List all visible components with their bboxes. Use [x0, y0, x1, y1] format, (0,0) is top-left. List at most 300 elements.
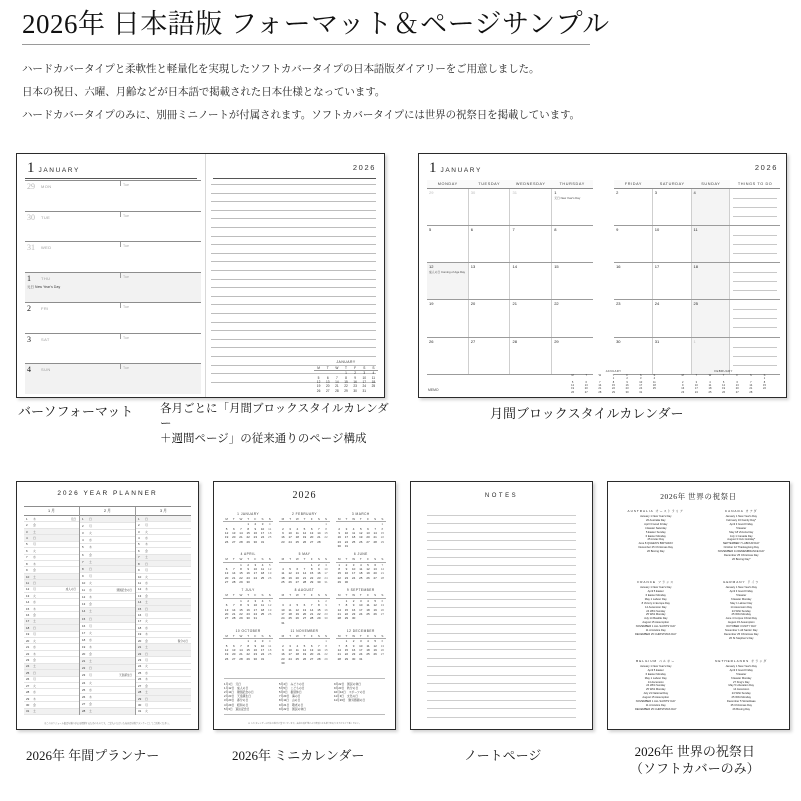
planner-day-row[interactable] — [80, 523, 135, 530]
monthly-day-number: 22 — [554, 301, 559, 307]
planner-day-number: 27 — [138, 683, 142, 688]
monthly-todo-cell[interactable] — [730, 189, 780, 225]
mini-calendar-month — [223, 629, 273, 665]
mini-calendar-day-cell: 22 — [344, 611, 349, 616]
mini-calendar-day-cell: 17 — [324, 571, 328, 576]
planner-day-number: 24 — [82, 680, 86, 685]
world-holiday-line: 5 Easter — [736, 672, 747, 676]
planner-day-row[interactable] — [80, 587, 135, 594]
world-holiday-line: July 1 Canada Day — [729, 534, 753, 538]
mini-calendar-weekday-cell: M — [336, 593, 343, 598]
planner-day-weekday: 日 — [145, 606, 148, 611]
monthly-memo-label: MEMO — [428, 387, 439, 392]
mini-calendar-day-cell: 11 — [268, 526, 272, 531]
mini-calendar-weekday-cell: W — [237, 593, 244, 598]
monthly-mini-next-header-cell: M — [681, 373, 684, 377]
mini-calendar-day-cell: 8 — [310, 567, 313, 572]
mini-calendar-day-cell: 9 — [352, 603, 355, 608]
planner-day-weekday: 水 — [145, 535, 148, 540]
planner-day-weekday: 火 — [33, 638, 36, 643]
monthly-day-cell[interactable] — [692, 189, 731, 225]
mini-calendar-day-cell: 2 — [338, 526, 341, 531]
verso-note-line — [211, 218, 376, 219]
mini-calendar-day-cell: 26 — [373, 611, 377, 616]
mini-calendar-preview[interactable] — [213, 481, 396, 730]
planner-day-row[interactable] — [80, 537, 135, 544]
monthly-day-cell[interactable] — [469, 300, 511, 336]
mini-calendar-day-cell: 23 — [344, 575, 349, 580]
mini-calendar-day-cell: 22 — [324, 652, 328, 657]
monthly-day-cell[interactable] — [427, 300, 469, 336]
mini-calendar-day-cell — [308, 661, 315, 665]
world-holiday-line: 6 Easter Monday — [645, 672, 666, 676]
monthly-todo-line — [733, 327, 777, 328]
planner-day-row[interactable] — [80, 616, 135, 623]
planner-day-row[interactable] — [80, 644, 135, 651]
mini-calendar-weekday-cell: T — [287, 557, 294, 562]
mini-calendar-day-cell: 8 — [381, 526, 384, 531]
mini-calendar-day-cell: 31 — [281, 620, 285, 625]
verso-left-page — [17, 154, 206, 397]
planner-day-event: 建国記念の日 — [116, 589, 132, 593]
monthly-mini-next-header-cell: W — [708, 373, 712, 377]
mini-calendar-day-cell: 12 — [366, 567, 370, 572]
mini-calendar-day-cell: 27 — [380, 652, 385, 657]
planner-day-row[interactable] — [80, 580, 135, 587]
monthly-day-cell[interactable] — [469, 189, 511, 225]
planner-day-weekday: 水 — [33, 555, 36, 560]
planner-day-row[interactable] — [80, 701, 135, 708]
planner-day-weekday: 日 — [33, 535, 36, 540]
mini-calendar-day-cell: 27 — [373, 575, 377, 580]
mini-calendar-day-cell: 27 — [295, 580, 299, 585]
planner-day-number: 11 — [82, 588, 86, 593]
mini-calendar-day-cell: 10 — [260, 526, 265, 531]
planner-day-weekday: 水 — [145, 670, 148, 675]
planner-day-row[interactable] — [80, 573, 135, 580]
mini-calendar-month-name: 1 JANUARY — [237, 512, 260, 516]
mini-calendar-day-cell: 2 — [325, 598, 327, 603]
mini-calendar-day-cell: 20 — [232, 535, 236, 540]
notes-rule-line — [427, 624, 576, 625]
mini-calendar-day-cell: 15 — [324, 647, 328, 652]
planner-day-row[interactable] — [80, 637, 135, 644]
planner-day-weekday: 水 — [145, 580, 148, 585]
notes-rule-line — [427, 582, 576, 583]
mini-calendar-day-cell: 6 — [310, 526, 313, 531]
mini-calendar-day-cell: 2 — [352, 598, 355, 603]
monthly-day-cell[interactable] — [469, 226, 511, 262]
mini-calendar-weekday-cell: S — [315, 517, 322, 522]
mini-calendar-day-cell: 23 — [351, 611, 356, 616]
intro-line: 日本の祝日、六曜、月齢などが日本語で掲載された日本仕様となっています。 — [22, 86, 386, 99]
planner-day-weekday: 月 — [33, 587, 36, 592]
monthly-day-cell[interactable] — [692, 300, 731, 336]
verso-day-number: 1 — [27, 273, 31, 283]
monthly-right-half — [614, 180, 780, 375]
mini-calendar-day-cell — [379, 616, 386, 620]
mini-calendar-day-cell: 27 — [224, 616, 229, 621]
planner-day-weekday: 日 — [145, 651, 148, 656]
mini-calendar-month-name: 7 JULY — [241, 588, 255, 593]
monthly-day-number: 3 — [654, 189, 658, 195]
mini-calendar-month — [223, 552, 273, 584]
notes-rule-line — [427, 717, 576, 718]
mini-calendar-day-cell: 5 — [374, 598, 377, 603]
planner-day-row[interactable] — [80, 672, 135, 679]
monthly-todo-line — [733, 272, 777, 273]
planner-day-weekday: 木 — [33, 561, 36, 566]
mini-calendar-weekday-cell: T — [301, 557, 308, 562]
monthly-year: 2026 — [754, 163, 778, 172]
planner-day-row[interactable] — [80, 544, 135, 551]
mini-calendar-weekday-cell: F — [308, 593, 315, 598]
world-holidays-preview[interactable] — [607, 481, 790, 730]
monthly-block-calendar-preview[interactable] — [418, 153, 787, 398]
monthly-day-cell[interactable] — [653, 300, 692, 336]
planner-day-weekday: 木 — [33, 651, 36, 656]
mini-calendar-day-cell: 22 — [337, 575, 341, 580]
planner-day-rows — [24, 516, 79, 715]
verso-mini-day-cell: 27 — [325, 388, 330, 393]
mini-calendar-day-cell: 2 — [282, 643, 284, 648]
monthly-grid — [427, 180, 780, 375]
mini-calendar-day-cell: 5 — [303, 643, 306, 648]
mini-calendar-weekday-cell: S — [379, 593, 386, 598]
planner-day-weekday: 土 — [89, 659, 92, 664]
mini-calendar-day-cell: 9 — [352, 643, 355, 648]
monthly-todo-cell[interactable] — [730, 226, 780, 262]
monthly-day-cell[interactable] — [614, 226, 653, 262]
monthly-mini-prev-day-cell: 15 — [612, 383, 615, 387]
monthly-day-cell[interactable] — [614, 263, 653, 299]
mini-calendar-weekday-cell: W — [350, 557, 357, 562]
mini-calendar-weekday-cell: M — [279, 517, 286, 522]
mini-calendar-day-cell: 7 — [318, 643, 320, 648]
verso-row-midlabel: Tue — [123, 274, 130, 279]
monthly-mini-prev-day-cell: 31 — [639, 390, 643, 394]
notes-rule-line — [427, 549, 576, 550]
monthly-todo-cell[interactable] — [730, 300, 780, 336]
verso-mini-day-cell: 10 — [362, 375, 367, 380]
mini-calendar-day-cell: 26 — [288, 580, 292, 585]
planner-day-weekday: 土 — [145, 600, 148, 605]
planner-day-number: 23 — [82, 673, 86, 678]
monthly-todo-line — [733, 281, 777, 282]
mini-calendar-day-cell: 13 — [295, 571, 299, 576]
mini-calendar-day-cell: 12 — [288, 571, 292, 576]
monthly-day-cell[interactable] — [653, 263, 692, 299]
mini-calendar-weekday-cell: F — [252, 517, 259, 522]
mini-calendar-day-cell: 19 — [373, 607, 377, 612]
mini-calendar-holiday-item: 8月11日 山の日 — [279, 698, 301, 703]
mini-calendar-weekday-cell: S — [266, 557, 273, 562]
mini-calendar-day-cell: 26 — [295, 616, 299, 621]
planner-day-row[interactable] — [80, 608, 135, 615]
world-country-block — [616, 508, 696, 573]
monthly-week-row — [427, 226, 593, 263]
mini-calendar-day-cell: 15 — [337, 571, 341, 576]
notes-page-preview[interactable] — [410, 481, 593, 730]
mini-calendar-weekday-cell: S — [322, 517, 329, 522]
mini-calendar-day-cell: 17 — [281, 611, 285, 616]
mini-calendar-weekday-cell: S — [379, 517, 386, 522]
monthly-day-cell[interactable] — [469, 263, 511, 299]
planner-day-row[interactable] — [80, 516, 135, 523]
planner-day-row[interactable] — [80, 594, 135, 601]
mini-calendar-day-cell: 14 — [310, 607, 314, 612]
planner-day-row[interactable] — [80, 658, 135, 665]
monthly-day-cell[interactable] — [510, 263, 552, 299]
verso-mini-day-cell: 20 — [325, 384, 330, 389]
mini-calendar-weekday-cell: S — [259, 517, 266, 522]
monthly-mini-next-header-cell: T — [722, 373, 725, 377]
planner-day-number: 22 — [26, 651, 30, 656]
mini-calendar-day-cell: 24 — [253, 611, 258, 616]
planner-day-number: 10 — [138, 574, 142, 579]
verso-mini-day-cell — [369, 389, 378, 393]
mini-calendar-weekday-cell: M — [223, 634, 230, 639]
planner-day-weekday: 土 — [145, 645, 148, 650]
mini-calendar-day-cell: 21 — [232, 611, 236, 616]
caption-world-line1: 2026年 世界の祝祭日 — [634, 744, 755, 759]
mini-calendar-day-cell: 12 — [373, 643, 377, 648]
mini-calendar-week-row — [279, 540, 329, 544]
caption-verso-note-line2: ＋週間ページ」の従来通りのページ構成 — [160, 432, 367, 445]
monthly-day-cell[interactable] — [427, 263, 469, 299]
planner-day-row[interactable] — [80, 680, 135, 687]
monthly-todo-cell[interactable] — [730, 263, 780, 299]
mini-calendar-day-cell: 11 — [359, 567, 363, 572]
mini-calendar-day-cell: 26 — [268, 575, 272, 580]
verso-format-preview[interactable] — [16, 153, 385, 398]
planner-day-row[interactable] — [80, 665, 135, 672]
mini-calendar-day-cell: 11 — [260, 603, 265, 608]
mini-calendar-month-table — [223, 634, 273, 661]
monthly-todo-cell[interactable] — [730, 338, 780, 374]
planner-day-row[interactable] — [80, 630, 135, 637]
planner-day-weekday: 金 — [33, 657, 36, 662]
verso-mini-day-cell: 2 — [354, 371, 357, 376]
planner-day-row[interactable] — [80, 623, 135, 630]
monthly-day-cell[interactable] — [552, 300, 593, 336]
mini-calendar-month — [279, 629, 329, 665]
world-country-name: AUSTRALIA オーストラリア — [627, 509, 684, 513]
monthly-day-number: 31 — [654, 338, 660, 344]
planner-day-weekday: 水 — [33, 690, 36, 695]
mini-calendar-day-cell: 20 — [380, 607, 385, 612]
monthly-day-cell[interactable] — [552, 338, 593, 374]
mini-calendar-weekday-cell: S — [315, 634, 322, 639]
monthly-day-cell[interactable] — [510, 338, 552, 374]
planner-day-row[interactable] — [80, 552, 135, 559]
mini-calendar-day-cell: 6 — [381, 598, 384, 603]
planner-day-weekday: 火 — [89, 630, 92, 635]
mini-calendar-day-cell: 9 — [247, 567, 249, 572]
mini-calendar-day-cell: 28 — [337, 616, 341, 621]
planner-day-weekday: 金 — [33, 613, 36, 618]
monthly-day-number: 5 — [429, 226, 432, 232]
planner-day-weekday: 火 — [33, 683, 36, 688]
mini-calendar-day-cell: 23 — [281, 539, 285, 544]
planner-day-weekday: 木 — [145, 632, 148, 637]
monthly-day-cell[interactable] — [510, 300, 552, 336]
planner-day-row[interactable] — [24, 709, 79, 715]
monthly-day-number: 12 — [429, 264, 434, 270]
monthly-day-cell[interactable] — [614, 300, 653, 336]
monthly-mini-prev-day-cell: 10 — [639, 380, 643, 384]
monthly-mini-prev-day-cell: 6 — [585, 380, 587, 384]
mini-calendar-day-cell: 6 — [232, 643, 235, 648]
planner-day-row[interactable] — [80, 530, 135, 537]
mini-calendar-day-cell: 14 — [337, 647, 341, 652]
mini-calendar-weekday-cell: T — [301, 634, 308, 639]
mini-calendar-day-cell: 22 — [239, 611, 243, 616]
planner-day-row[interactable] — [80, 708, 135, 715]
verso-mini-month — [314, 360, 378, 393]
planner-day-weekday: 木 — [33, 696, 36, 701]
world-holiday-line: 6 Easter Monday — [645, 534, 666, 538]
planner-day-number: 5 — [138, 542, 140, 547]
mini-calendar-day-cell: 10 — [359, 643, 363, 648]
world-holiday-line: 25 Whit Monday — [731, 613, 751, 617]
mini-calendar-day-cell: 28 — [317, 539, 321, 544]
mini-calendar-week-row — [279, 580, 329, 584]
monthly-day-cell[interactable] — [653, 226, 692, 262]
planner-day-weekday: 土 — [33, 574, 36, 579]
world-holiday-line: NOVEMBER 1 ALL SAINTS' DAY — [635, 700, 676, 704]
mini-calendar-month-name: 5 MAY — [298, 552, 311, 557]
planner-day-row[interactable] — [80, 687, 135, 694]
mini-calendar-day-cell — [364, 580, 371, 584]
mini-calendar-day-cell: 17 — [253, 571, 258, 576]
monthly-day-cell[interactable] — [614, 189, 653, 225]
verso-note-line — [211, 270, 376, 271]
verso-note-line — [211, 244, 376, 245]
monthly-day-cell[interactable] — [427, 189, 469, 225]
mini-calendar-day-cell: 20 — [380, 647, 385, 652]
monthly-day-cell[interactable] — [510, 226, 552, 262]
mini-calendar-month-table — [223, 593, 273, 620]
planner-day-row[interactable] — [80, 601, 135, 608]
monthly-day-cell[interactable] — [552, 263, 593, 299]
planner-day-weekday: 金 — [33, 568, 36, 573]
world-holiday-line: 6 Easter Monday — [731, 597, 752, 601]
monthly-day-cell[interactable] — [427, 226, 469, 262]
mini-calendar-day-cell: 3 — [261, 522, 264, 527]
mini-calendar-holiday-item: 9月22日 国民の休日 — [334, 681, 362, 686]
verso-mini-day-cell: 6 — [326, 375, 329, 380]
monthly-mini-prev-day-cell: 13 — [584, 383, 588, 387]
monthly-mini-next-header-cell: F — [736, 373, 738, 377]
mini-calendar-weekday-cell: F — [308, 634, 315, 639]
monthly-mini-next-day-cell: 27 — [735, 390, 739, 394]
mini-calendar-holiday-item: 9月21日 敬老の日 — [279, 702, 304, 707]
monthly-day-cell[interactable] — [692, 226, 731, 262]
mini-calendar-day-cell: 21 — [302, 575, 307, 580]
mini-calendar-day-cell: 1 — [325, 639, 327, 644]
monthly-day-number: 1 — [693, 338, 696, 344]
planner-day-number: 6 — [26, 548, 28, 553]
monthly-day-cell[interactable] — [692, 263, 731, 299]
intro-line: ハードカバータイプと柔軟性と軽量化を実現したソフトカバータイプの日本語版ダイアリーをご用意しました。 — [22, 63, 540, 75]
mini-calendar-day-cell: 15 — [310, 571, 314, 576]
mini-calendar-day-cell: 9 — [345, 567, 348, 572]
monthly-day-number: 7 — [512, 226, 515, 232]
planner-day-weekday: 金 — [89, 602, 92, 607]
mini-calendar-weekday-cell: M — [279, 557, 286, 562]
mini-calendar-day-cell: 15 — [239, 571, 243, 576]
planner-day-number: 18 — [26, 625, 30, 630]
planner-day-number: 17 — [138, 619, 142, 624]
mini-calendar-day-cell: 24 — [260, 535, 265, 540]
world-country-name: NETHERLANDS オランダ — [715, 658, 768, 663]
mini-calendar-weekday-cell: T — [230, 634, 237, 639]
mini-calendar-day-cell: 23 — [281, 656, 285, 661]
mini-calendar-day-cell — [357, 580, 364, 584]
monthly-day-cell[interactable] — [469, 338, 511, 374]
verso-note-line — [211, 184, 376, 185]
year-planner-preview[interactable] — [16, 481, 199, 730]
mini-calendar-day-cell: 1 — [247, 522, 249, 527]
mini-calendar-day-cell: 13 — [310, 647, 314, 652]
mini-calendar-day-cell: 20 — [366, 535, 370, 540]
planner-day-row[interactable] — [80, 559, 135, 566]
monthly-day-cell[interactable] — [510, 189, 552, 225]
verso-row-midlabel: Tue — [123, 366, 130, 370]
planner-day-number: 2 — [138, 523, 140, 528]
mini-calendar-day-cell: 4 — [282, 567, 284, 572]
mini-calendar-day-cell: 8 — [247, 526, 249, 531]
mini-calendar-day-cell: 24 — [253, 575, 258, 580]
planner-day-number: 3 — [26, 529, 28, 534]
mini-calendar-day-cell: 29 — [239, 580, 243, 585]
mini-calendar-day-cell: 20 — [295, 575, 299, 580]
planner-day-row[interactable] — [136, 709, 191, 715]
mini-calendar-day-cell: 2 — [318, 562, 320, 567]
mini-calendar-day-cell: 5 — [289, 567, 291, 572]
mini-calendar-day-cell: 3 — [282, 603, 284, 608]
mini-calendar-day-cell: 25 — [260, 611, 265, 616]
monthly-todo-line — [733, 365, 777, 366]
mini-calendar-month — [279, 512, 329, 548]
mini-calendar-day-cell: 14 — [239, 647, 243, 652]
monthly-mini-prev-day-cell: 21 — [598, 387, 602, 391]
mini-calendar-weekday-cell: M — [336, 557, 343, 562]
monthly-day-cell[interactable] — [552, 226, 593, 262]
planner-day-row[interactable] — [80, 694, 135, 701]
monthly-day-cell[interactable] — [552, 189, 593, 225]
world-holiday-line: January 1 New Year's Day — [725, 586, 757, 590]
verso-day-number: 30 — [27, 212, 35, 222]
caption-verso: バーソフォーマット — [18, 404, 134, 419]
monthly-day-cell[interactable] — [653, 189, 692, 225]
mini-calendar-weekday-cell: S — [315, 557, 322, 562]
planner-day-weekday: 日 — [89, 616, 92, 621]
planner-day-row[interactable] — [80, 651, 135, 658]
mini-calendar-day-cell: 4 — [268, 522, 271, 527]
planner-day-row[interactable] — [80, 566, 135, 573]
mini-calendar-day-cell: 18 — [288, 611, 292, 616]
mini-calendar-holiday-item: 11月3日 文化の日 — [334, 694, 359, 699]
monthly-day-cell[interactable] — [653, 338, 692, 374]
planner-day-number: 14 — [138, 600, 142, 605]
mini-calendar-day-cell: 3 — [359, 639, 362, 644]
planner-day-number: 20 — [26, 638, 30, 643]
verso-day-weekday: MON — [41, 184, 52, 189]
planner-day-number: 30 — [138, 702, 142, 707]
monthly-day-cell[interactable] — [427, 338, 469, 374]
